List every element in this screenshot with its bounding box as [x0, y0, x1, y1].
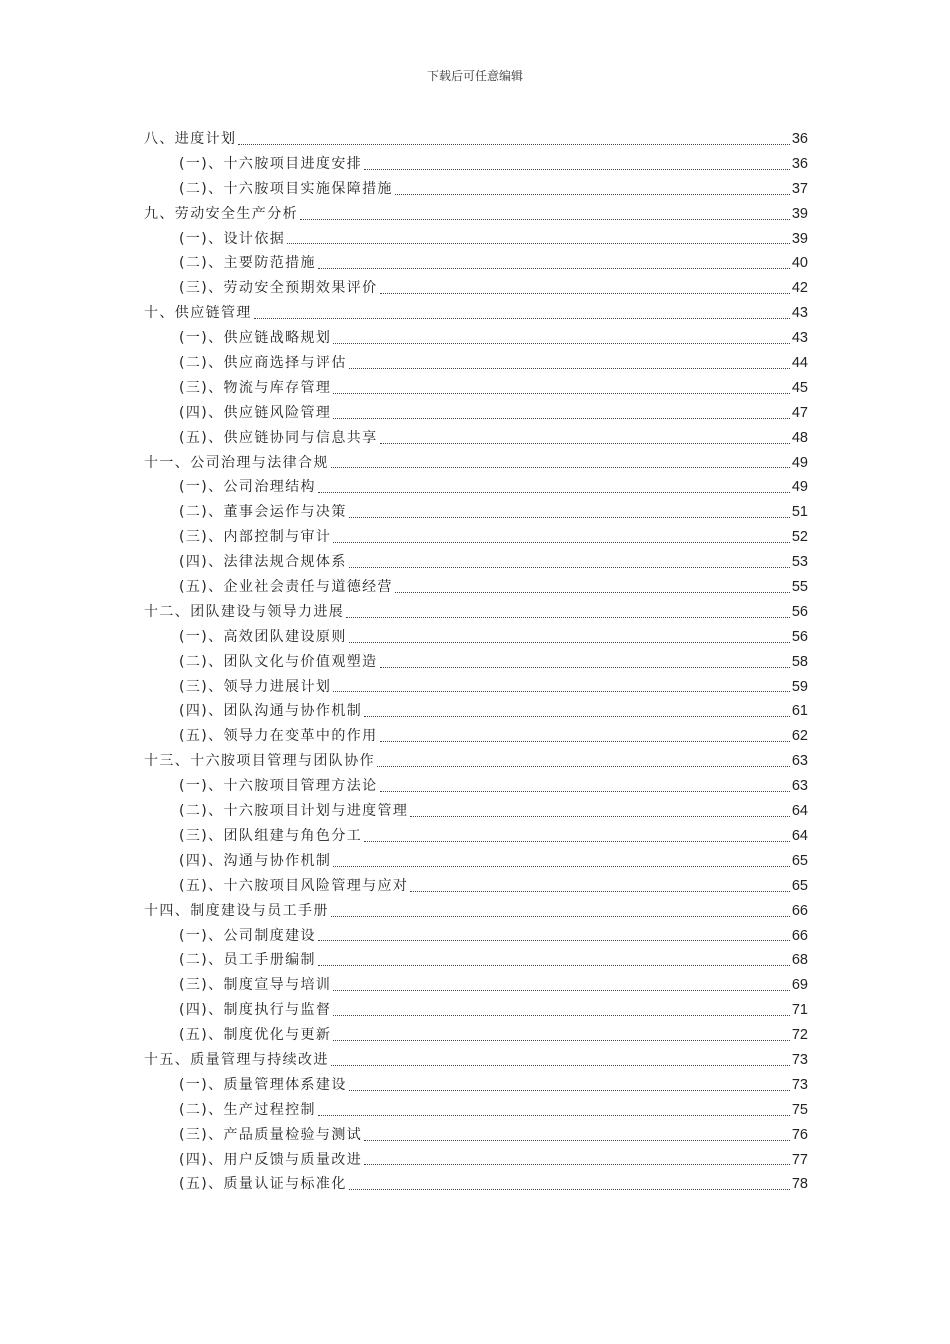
toc-entry-title: (四)、团队沟通与协作机制 [179, 703, 363, 720]
toc-page-number: 51 [791, 504, 808, 521]
toc-section-entry[interactable] [144, 152, 808, 177]
toc-page-number: 75 [791, 1101, 808, 1118]
toc-leader-dots [318, 491, 790, 493]
toc-page-number: 52 [791, 529, 808, 546]
toc-entry-title: (三)、领导力进展计划 [179, 678, 332, 695]
toc-page-number: 61 [791, 703, 808, 720]
toc-page-number: 69 [791, 977, 808, 994]
toc-section-entry[interactable] [144, 824, 808, 849]
toc-leader-dots [287, 242, 790, 244]
toc-entry-title: (三)、物流与库存管理 [179, 379, 332, 396]
toc-chapter-entry[interactable] [144, 899, 808, 924]
toc-page-number: 63 [791, 778, 808, 795]
toc-section-entry[interactable] [144, 799, 808, 824]
toc-entry-title: (二)、主要防范措施 [179, 255, 316, 272]
toc-leader-dots [318, 964, 790, 966]
toc-chapter-entry[interactable] [144, 600, 808, 625]
toc-entry-title: (一)、公司治理结构 [179, 479, 316, 496]
toc-entry-title: (四)、制度执行与监督 [179, 1002, 332, 1019]
toc-page-number: 78 [791, 1176, 808, 1193]
toc-leader-dots [300, 218, 790, 220]
toc-leader-dots [349, 367, 790, 369]
toc-leader-dots [331, 466, 790, 468]
toc-page-number: 77 [791, 1151, 808, 1168]
toc-section-entry[interactable] [144, 724, 808, 749]
toc-section-entry[interactable] [144, 625, 808, 650]
toc-leader-dots [238, 143, 789, 145]
toc-page-number: 58 [791, 653, 808, 670]
toc-entry-title: (一)、公司制度建设 [179, 927, 316, 944]
toc-leader-dots [364, 168, 790, 170]
toc-section-entry[interactable] [144, 849, 808, 874]
toc-entry-title: (二)、员工手册编制 [179, 952, 316, 969]
toc-entry-title: (二)、团队文化与价值观塑造 [179, 653, 378, 670]
toc-entry-title: (四)、法律法规合规体系 [179, 554, 347, 571]
toc-entry-title: (一)、设计依据 [179, 230, 286, 247]
toc-section-entry[interactable] [144, 1073, 808, 1098]
toc-section-entry[interactable] [144, 675, 808, 700]
toc-page-number: 76 [791, 1126, 808, 1143]
toc-entry-title: (五)、十六胺项目风险管理与应对 [179, 877, 409, 894]
toc-section-entry[interactable] [144, 276, 808, 301]
toc-leader-dots [364, 1163, 790, 1165]
toc-page-number: 66 [791, 927, 808, 944]
toc-page-number: 56 [791, 603, 808, 620]
table-of-contents [144, 127, 808, 1197]
toc-leader-dots [254, 317, 790, 319]
toc-page-number: 49 [791, 454, 808, 471]
toc-leader-dots [349, 1188, 790, 1190]
toc-section-entry[interactable] [144, 251, 808, 276]
toc-page-number: 73 [791, 1076, 808, 1093]
toc-leader-dots [364, 715, 790, 717]
toc-entry-title: (一)、供应链战略规划 [179, 330, 332, 347]
toc-leader-dots [333, 342, 790, 344]
toc-section-entry[interactable] [144, 177, 808, 202]
toc-leader-dots [331, 915, 790, 917]
toc-leader-dots [349, 1089, 790, 1091]
toc-leader-dots [346, 616, 790, 618]
toc-entry-title: (三)、劳动安全预期效果评价 [179, 280, 378, 297]
toc-page-number: 49 [791, 479, 808, 496]
toc-section-entry[interactable] [144, 525, 808, 550]
toc-section-entry[interactable] [144, 1123, 808, 1148]
toc-entry-title: (二)、供应商选择与评估 [179, 355, 347, 372]
toc-leader-dots [349, 566, 790, 568]
toc-section-entry[interactable] [144, 426, 808, 451]
toc-leader-dots [380, 442, 790, 444]
toc-section-entry[interactable] [144, 550, 808, 575]
toc-section-entry[interactable] [144, 575, 808, 600]
toc-leader-dots [410, 815, 790, 817]
toc-section-entry[interactable] [144, 1148, 808, 1173]
toc-leader-dots [349, 641, 790, 643]
toc-entry-title: 十一、公司治理与法律合规 [144, 454, 329, 471]
toc-entry-title: 十五、质量管理与持续改进 [144, 1051, 329, 1068]
toc-leader-dots [380, 292, 790, 294]
toc-page-number: 59 [791, 678, 808, 695]
toc-entry-title: (一)、十六胺项目进度安排 [179, 155, 363, 172]
page-header: 下载后可任意编辑 [426, 69, 523, 83]
toc-page-number: 68 [791, 952, 808, 969]
toc-entry-title: (四)、供应链风险管理 [179, 404, 332, 421]
toc-leader-dots [349, 516, 790, 518]
toc-leader-dots [318, 939, 790, 941]
toc-section-entry[interactable] [144, 500, 808, 525]
toc-entry-title: 八、进度计划 [144, 131, 237, 147]
toc-page-number: 55 [791, 579, 808, 596]
toc-leader-dots [333, 417, 790, 419]
toc-leader-dots [395, 193, 790, 195]
toc-page-number: 45 [791, 379, 808, 396]
toc-page-number: 62 [791, 728, 808, 745]
toc-page-number: 36 [791, 155, 808, 172]
toc-section-entry[interactable] [144, 699, 808, 724]
toc-leader-dots [395, 591, 790, 593]
toc-section-entry[interactable] [144, 227, 808, 252]
toc-chapter-entry[interactable] [144, 451, 808, 476]
toc-page-number: 56 [791, 628, 808, 645]
toc-section-entry[interactable] [144, 774, 808, 799]
toc-leader-dots [333, 541, 790, 543]
toc-entry-title: (二)、十六胺项目计划与进度管理 [179, 803, 409, 820]
toc-section-entry[interactable] [144, 948, 808, 973]
toc-section-entry[interactable] [144, 1098, 808, 1123]
toc-entry-title: (三)、团队组建与角色分工 [179, 827, 363, 844]
toc-page-number: 36 [791, 131, 808, 147]
toc-section-entry[interactable] [144, 874, 808, 899]
toc-section-entry[interactable] [144, 351, 808, 376]
toc-leader-dots [333, 1039, 790, 1041]
toc-entry-title: (三)、内部控制与审计 [179, 529, 332, 546]
toc-page-number: 65 [791, 852, 808, 869]
toc-section-entry[interactable] [144, 376, 808, 401]
toc-page-number: 64 [791, 803, 808, 820]
toc-leader-dots [377, 765, 790, 767]
toc-section-entry[interactable] [144, 401, 808, 426]
toc-page-number: 39 [791, 205, 808, 222]
toc-leader-dots [331, 1064, 790, 1066]
toc-entry-title: (二)、董事会运作与决策 [179, 504, 347, 521]
toc-chapter-entry[interactable] [144, 749, 808, 774]
toc-page-number: 65 [791, 877, 808, 894]
toc-page-number: 53 [791, 554, 808, 571]
toc-page-number: 42 [791, 280, 808, 297]
toc-leader-dots [410, 890, 790, 892]
toc-entry-title: 十、供应链管理 [144, 305, 252, 322]
toc-entry-title: (四)、用户反馈与质量改进 [179, 1151, 363, 1168]
toc-entry-title: (一)、质量管理体系建设 [179, 1076, 347, 1093]
toc-entry-title: (二)、生产过程控制 [179, 1101, 316, 1118]
toc-chapter-entry[interactable] [144, 127, 808, 152]
toc-leader-dots [333, 1014, 790, 1016]
toc-page-number: 64 [791, 827, 808, 844]
toc-leader-dots [380, 740, 790, 742]
toc-section-entry[interactable] [144, 973, 808, 998]
toc-entry-title: (五)、领导力在变革中的作用 [179, 728, 378, 745]
toc-page-number: 39 [791, 230, 808, 247]
toc-page-number: 73 [791, 1051, 808, 1068]
toc-entry-title: (一)、高效团队建设原则 [179, 628, 347, 645]
toc-leader-dots [364, 1139, 790, 1141]
toc-entry-title: (三)、制度宣导与培训 [179, 977, 332, 994]
toc-chapter-entry[interactable] [144, 1048, 808, 1073]
toc-leader-dots [333, 690, 790, 692]
toc-section-entry[interactable] [144, 326, 808, 351]
toc-leader-dots [333, 989, 790, 991]
toc-leader-dots [364, 840, 790, 842]
toc-section-entry[interactable] [144, 1023, 808, 1048]
toc-entry-title: 十三、十六胺项目管理与团队协作 [144, 753, 375, 770]
toc-entry-title: (三)、产品质量检验与测试 [179, 1126, 363, 1143]
toc-leader-dots [318, 267, 790, 269]
toc-section-entry[interactable] [144, 475, 808, 500]
toc-entry-title: 十四、制度建设与员工手册 [144, 902, 329, 919]
toc-leader-dots [333, 865, 790, 867]
toc-entry-title: 十二、团队建设与领导力进展 [144, 603, 345, 620]
toc-page-number: 66 [791, 902, 808, 919]
toc-page-number: 37 [791, 180, 808, 197]
toc-page-number: 43 [791, 330, 808, 347]
toc-page-number: 71 [791, 1002, 808, 1019]
toc-leader-dots [333, 392, 790, 394]
toc-page-number: 48 [791, 429, 808, 446]
toc-page-number: 72 [791, 1027, 808, 1044]
toc-leader-dots [318, 1114, 790, 1116]
toc-entry-title: (一)、十六胺项目管理方法论 [179, 778, 378, 795]
toc-section-entry[interactable] [144, 650, 808, 675]
toc-entry-title: (四)、沟通与协作机制 [179, 852, 332, 869]
toc-section-entry[interactable] [144, 924, 808, 949]
toc-chapter-entry[interactable] [144, 202, 808, 227]
toc-page-number: 63 [791, 753, 808, 770]
toc-entry-title: 九、劳动安全生产分析 [144, 205, 298, 222]
toc-leader-dots [380, 666, 790, 668]
toc-section-entry[interactable] [144, 1172, 808, 1197]
toc-entry-title: (五)、制度优化与更新 [179, 1027, 332, 1044]
toc-page-number: 44 [791, 355, 808, 372]
toc-entry-title: (五)、质量认证与标准化 [179, 1176, 347, 1193]
toc-section-entry[interactable] [144, 998, 808, 1023]
toc-entry-title: (二)、十六胺项目实施保障措施 [179, 180, 393, 197]
toc-page-number: 47 [791, 404, 808, 421]
toc-entry-title: (五)、供应链协同与信息共享 [179, 429, 378, 446]
toc-page-number: 43 [791, 305, 808, 322]
toc-entry-title: (五)、企业社会责任与道德经营 [179, 579, 393, 596]
toc-leader-dots [380, 790, 790, 792]
toc-chapter-entry[interactable] [144, 301, 808, 326]
toc-page-number: 40 [791, 255, 808, 272]
